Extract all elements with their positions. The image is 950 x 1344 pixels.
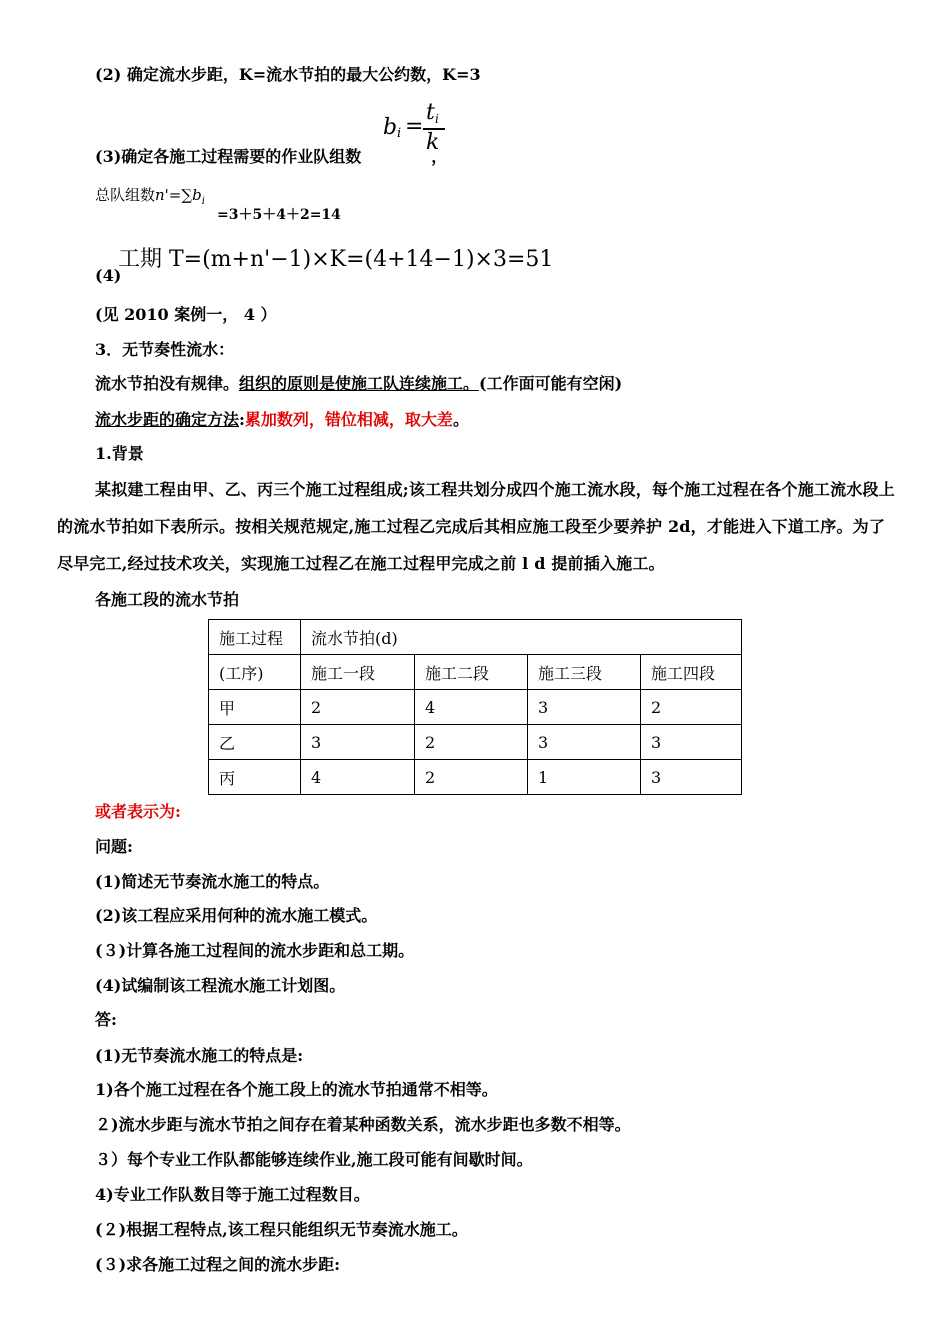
cell: 3 [301, 725, 415, 760]
formula-bi-num-sub: i [435, 112, 439, 126]
cell: 3 [641, 760, 742, 795]
table-row [209, 690, 742, 725]
answer-label: 答: [95, 1010, 117, 1029]
answer-1-point-3: ３）每个专业工作队都能够连续作业,施工段可能有间歇时间。 [95, 1150, 533, 1169]
background-heading: 1.背景 [95, 444, 144, 463]
formula-bi-numerator: t [426, 100, 435, 125]
answer-1-point-2: ２)流水步距与流水节拍之间存在着某种函数关系，流水步距也多数不相等。 [95, 1115, 631, 1134]
questions-label: 问题: [95, 837, 133, 856]
rule-line: 流水节拍没有规律。组织的原则是使施工队连续施工。(工作面可能有空闲) [95, 374, 623, 393]
step-2-line: (2) 确定流水步距，K=流水节拍的最大公约数，K=3 [95, 65, 481, 84]
col-header-2: 施工二段 [415, 655, 528, 690]
step-4-label: (4) [95, 266, 122, 285]
step-3-line: (3)确定各施工过程需要的作业队组数 ， [95, 147, 448, 166]
question-2: (2)该工程应采用何种的流水施工模式。 [95, 906, 378, 925]
header-process-sub: (工序) [209, 655, 301, 690]
reference-line: (见 2010 案例一， 4 ） [95, 305, 277, 324]
cell: 3 [641, 725, 742, 760]
header-beat: 流水节拍(d) [301, 620, 742, 655]
question-1: (1)简述无节奏流水施工的特点。 [95, 872, 330, 891]
answer-1-point-1: 1)各个施工过程在各个施工段上的流水节拍通常不相等。 [95, 1080, 498, 1099]
row-label: 甲 [209, 690, 301, 725]
table-title: 各施工段的流水节拍 [95, 590, 240, 609]
row-label: 丙 [209, 760, 301, 795]
flow-beat-table [208, 619, 742, 795]
question-4: (4)试编制该工程流水施工计划图。 [95, 976, 346, 995]
answer-2: (２)根据工程特点,该工程只能组织无节奏流水施工。 [95, 1220, 468, 1239]
cell: 3 [528, 725, 641, 760]
col-header-4: 施工四段 [641, 655, 742, 690]
total-teams-line: 总队组数$n'=\sum b_i$ [95, 186, 205, 207]
total-teams-result: =3＋5＋4＋2=14 [217, 207, 341, 223]
cell: 2 [301, 690, 415, 725]
background-paragraph: 某拟建工程由甲、乙、丙三个施工过程组成;该工程共划分成四个施工流水段，每个施工过程在各个施工流水段上的流水节拍如下表所示。按相关规范规定,施工过程乙完成后其相应施工段至少要养护 2d，才能进入下道工序。为了尽早完工,经过技术攻关，实现施工过程乙在施工过程甲完成之前 l d 提前插入施工。 [57, 480, 895, 573]
formula-bi-sub: i [397, 126, 402, 141]
answer-1: (1)无节奏流水施工的特点是: [95, 1046, 304, 1065]
alternative-note: 或者表示为: [95, 802, 181, 821]
col-header-3: 施工三段 [528, 655, 641, 690]
cell: 2 [641, 690, 742, 725]
method-line: 流水步距的确定方法:累加数列，错位相减，取大差。 [95, 410, 469, 429]
formula-bi-lhs: b [383, 115, 398, 140]
formula-bi-denominator: k [426, 130, 440, 155]
section-title-nonrhythmic: 3．无节奏性流水： [95, 340, 235, 359]
cell: 2 [415, 760, 528, 795]
table-row [209, 760, 742, 795]
row-label: 乙 [209, 725, 301, 760]
duration-formula: 工期 T=(m+n'−1)×K=(4+14−1)×3=51 [118, 247, 554, 272]
cell: 1 [528, 760, 641, 795]
cell: 2 [415, 725, 528, 760]
table-row [209, 725, 742, 760]
formula-bi: b i = t i k [383, 100, 453, 160]
question-3: (３)计算各施工过程间的流水步距和总工期。 [95, 941, 415, 960]
col-header-1: 施工一段 [301, 655, 415, 690]
answer-3: (３)求各施工过程之间的流水步距: [95, 1255, 341, 1274]
header-process: 施工过程 [209, 620, 301, 655]
cell: 3 [528, 690, 641, 725]
cell: 4 [415, 690, 528, 725]
cell: 4 [301, 760, 415, 795]
answer-1-point-4: 4)专业工作队数目等于施工过程数目。 [95, 1185, 370, 1204]
